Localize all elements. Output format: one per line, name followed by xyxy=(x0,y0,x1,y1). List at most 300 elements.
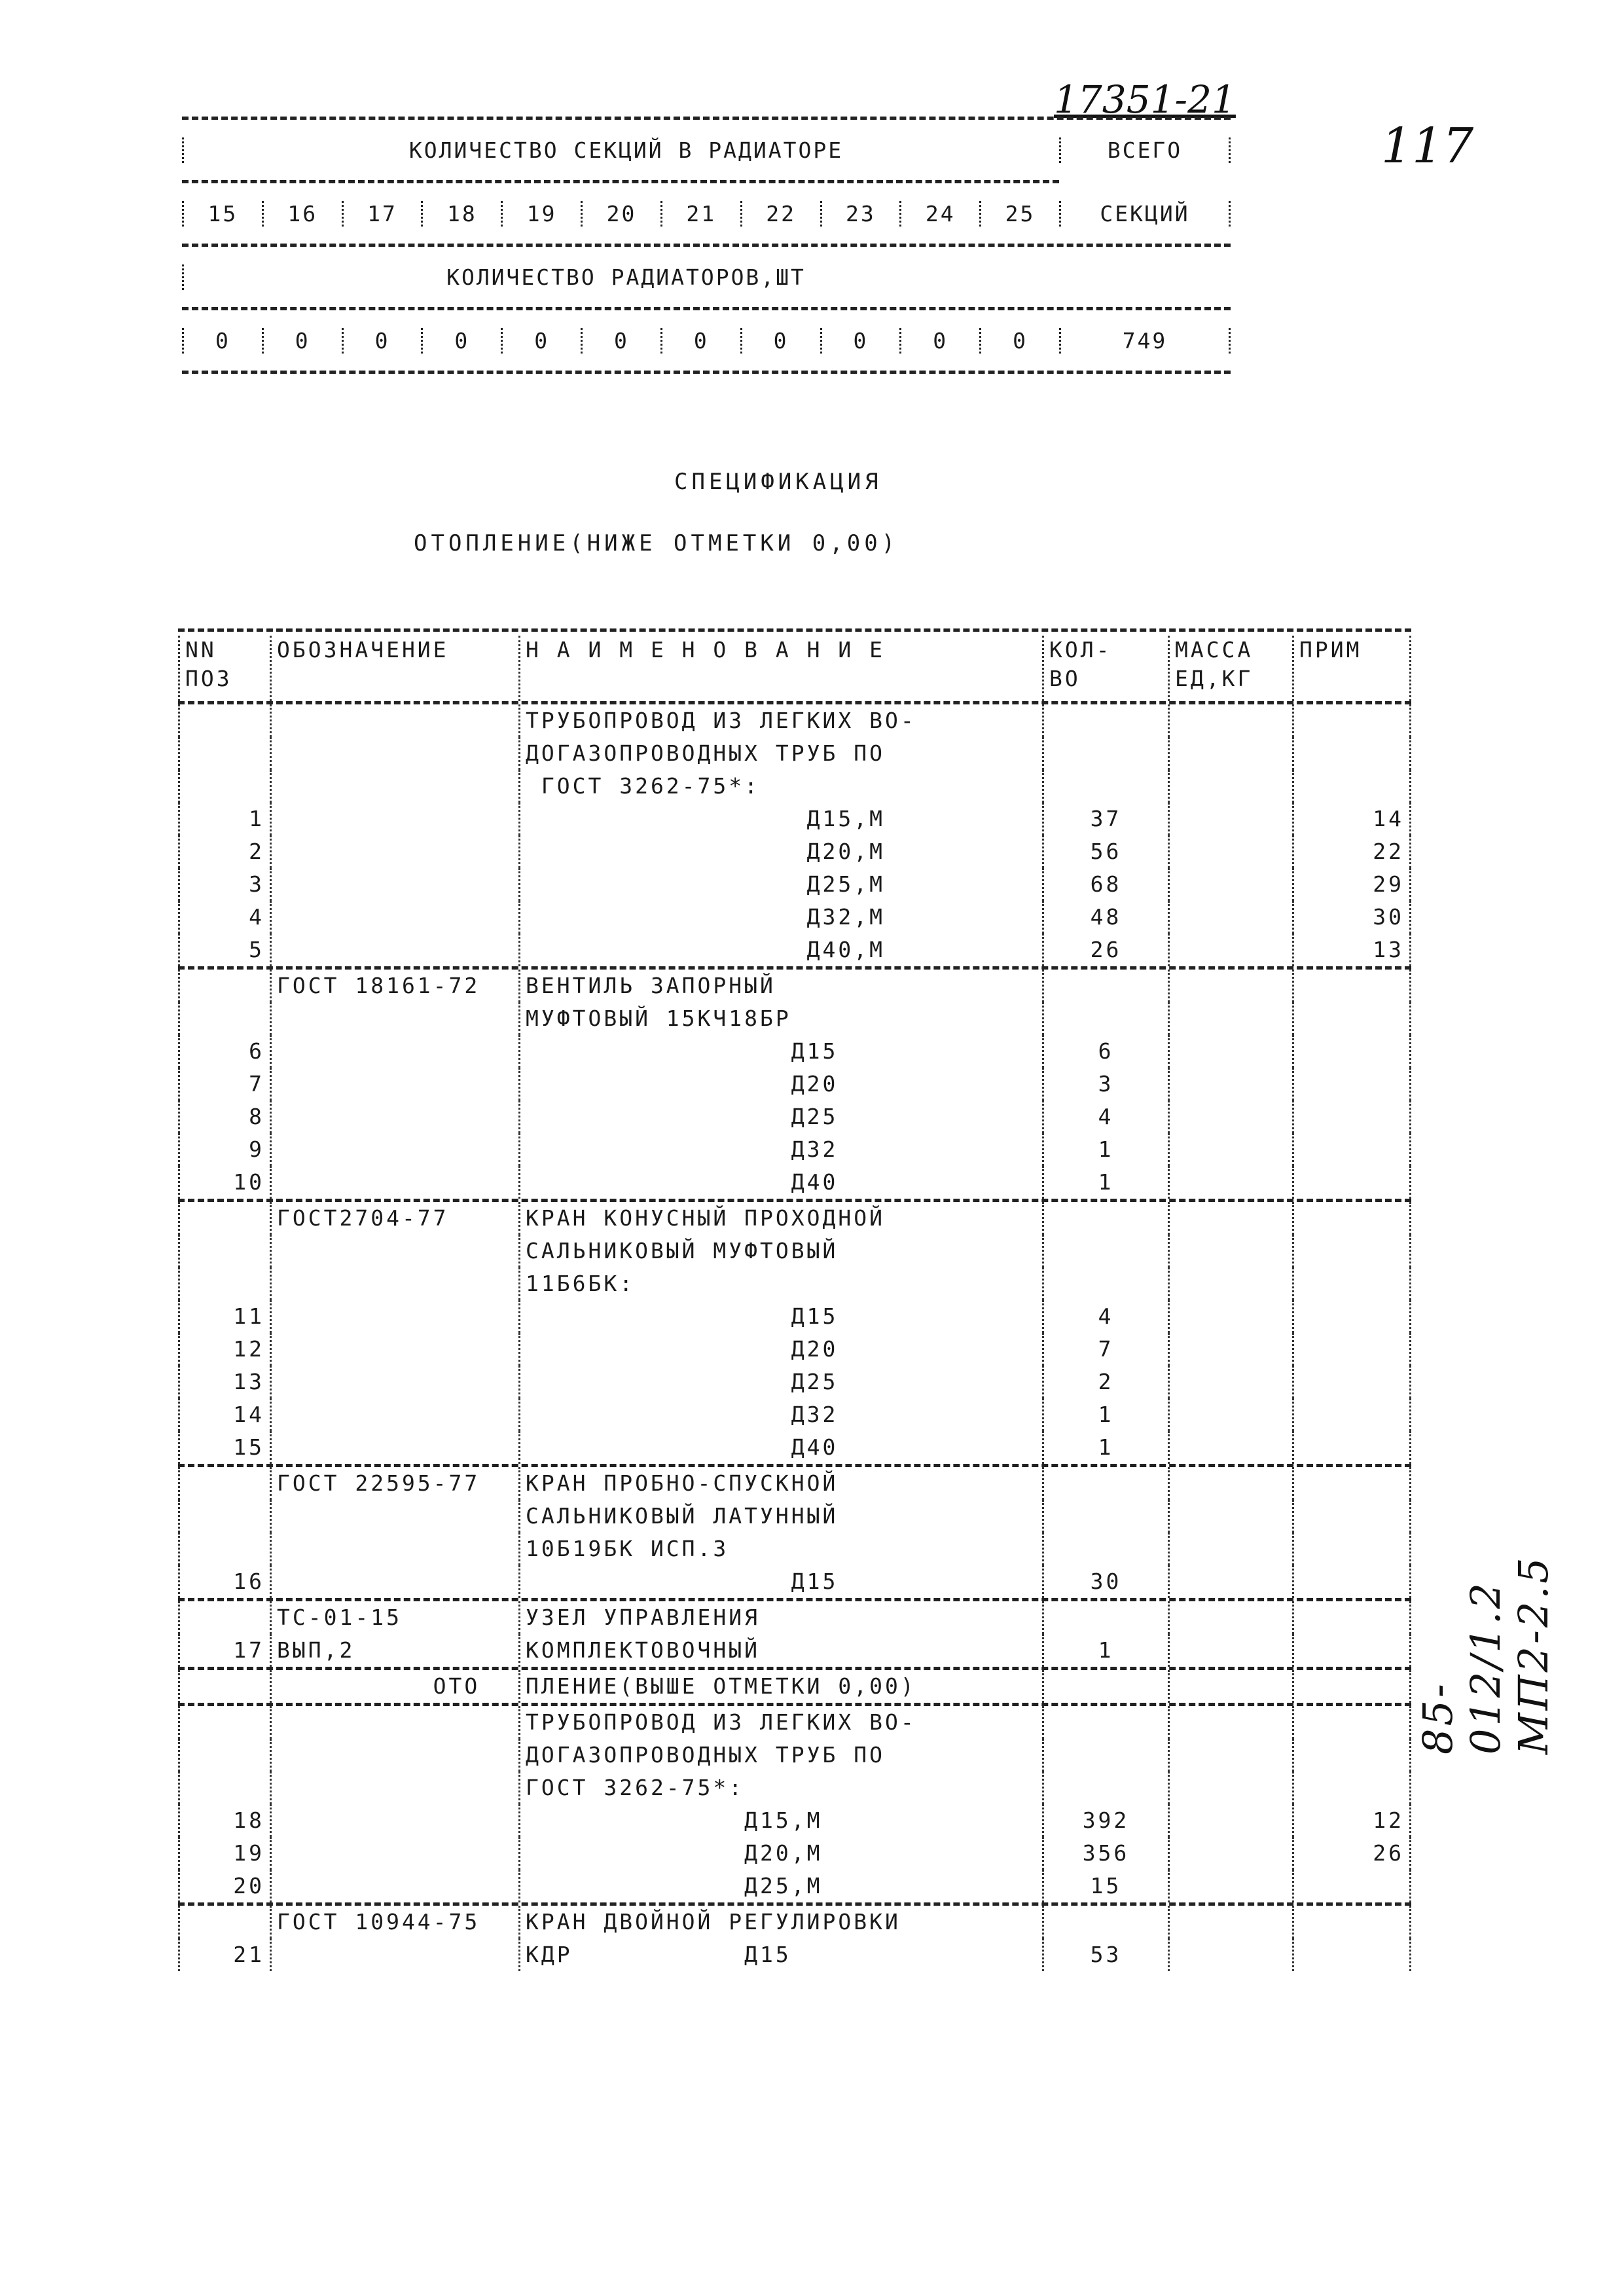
col-mass-2: ЕД,КГ xyxy=(1175,666,1254,691)
designation-cell xyxy=(270,1938,518,1971)
note-cell xyxy=(1292,1068,1411,1100)
col-name: Н А И М Е Н О В А Н И Е xyxy=(518,636,1042,701)
quantity-cell xyxy=(1042,1670,1168,1703)
position-cell: 18 xyxy=(178,1804,270,1837)
name-cell: ТРУБОПРОВОД ИЗ ЛЕГКИХ ВО- xyxy=(518,704,1042,737)
mass-cell xyxy=(1168,1634,1292,1667)
table-row xyxy=(178,1166,1411,1199)
designation-cell xyxy=(270,1837,518,1870)
quantity-cell xyxy=(1042,704,1168,737)
table-row xyxy=(178,1706,1411,1739)
mass-cell xyxy=(1168,770,1292,803)
designation-cell xyxy=(270,1870,518,1902)
note-cell xyxy=(1292,1467,1411,1500)
table-row xyxy=(178,835,1411,868)
quantity-cell: 56 xyxy=(1042,835,1168,868)
col-mass-1: МАССА xyxy=(1175,637,1254,663)
note-cell: 13 xyxy=(1292,934,1411,966)
note-cell xyxy=(1292,1431,1411,1464)
mass-cell xyxy=(1168,1837,1292,1870)
mass-cell xyxy=(1168,1601,1292,1634)
note-cell xyxy=(1292,1398,1411,1431)
table-row xyxy=(178,1133,1411,1166)
designation-cell xyxy=(270,1431,518,1464)
mass-cell xyxy=(1168,1366,1292,1398)
doc-number: 17351-21 xyxy=(1054,77,1236,122)
designation-cell xyxy=(270,704,518,737)
radiator-count: 0 xyxy=(662,328,742,354)
designation-cell xyxy=(270,770,518,803)
mass-cell xyxy=(1168,1267,1292,1300)
note-cell xyxy=(1292,1906,1411,1938)
name-cell: Д15 xyxy=(518,1565,1042,1598)
side-stamp: 85-012/1.2 МП2-2.5 xyxy=(1414,1555,1557,1754)
radiator-count: 0 xyxy=(822,328,902,354)
note-cell xyxy=(1292,1333,1411,1366)
quantity-cell: 30 xyxy=(1042,1565,1168,1598)
mass-cell xyxy=(1168,868,1292,901)
col-pos-1: NN xyxy=(185,637,217,663)
mass-cell xyxy=(1168,1772,1292,1804)
mass-cell xyxy=(1168,1670,1292,1703)
name-cell: Д40 xyxy=(518,1166,1042,1199)
designation-cell xyxy=(270,1166,518,1199)
name-cell: Д15 xyxy=(518,1300,1042,1333)
designation-cell xyxy=(270,1739,518,1772)
name-cell: Д25 xyxy=(518,1100,1042,1133)
name-cell: САЛЬНИКОВЫЙ ЛАТУННЫЙ xyxy=(518,1500,1042,1533)
designation-cell: ГОСТ2704-77 xyxy=(270,1202,518,1235)
designation-cell xyxy=(270,1002,518,1035)
table-row xyxy=(178,1906,1411,1938)
table-row xyxy=(178,1500,1411,1533)
mass-cell xyxy=(1168,1398,1292,1431)
name-cell: 11Б6БК: xyxy=(518,1267,1042,1300)
radiator-count: 0 xyxy=(901,328,981,354)
position-cell xyxy=(178,1002,270,1035)
quantity-cell: 4 xyxy=(1042,1100,1168,1133)
mass-cell xyxy=(1168,835,1292,868)
position-cell xyxy=(178,1267,270,1300)
designation-cell: ВЫП,2 xyxy=(270,1634,518,1667)
name-cell: КРАН ПРОБНО-СПУСКНОЙ xyxy=(518,1467,1042,1500)
note-cell: 26 xyxy=(1292,1837,1411,1870)
position-cell xyxy=(178,1467,270,1500)
name-cell: Д25,М xyxy=(518,1870,1042,1902)
position-cell: 6 xyxy=(178,1035,270,1068)
name-cell: ДОГАЗОПРОВОДНЫХ ТРУБ ПО xyxy=(518,737,1042,770)
section-number: 20 xyxy=(583,201,662,227)
position-cell: 12 xyxy=(178,1333,270,1366)
note-cell xyxy=(1292,1870,1411,1902)
table-row xyxy=(178,1634,1411,1667)
name-cell: КРАН ДВОЙНОЙ РЕГУЛИРОВКИ xyxy=(518,1906,1042,1938)
table-row xyxy=(178,1366,1411,1398)
quantity-cell xyxy=(1042,1739,1168,1772)
section-number: 21 xyxy=(662,201,742,227)
spec-subtitle: ОТОПЛЕНИЕ(НИЖЕ ОТМЕТКИ 0,00) xyxy=(414,530,899,556)
mass-cell xyxy=(1168,1235,1292,1267)
section-number: 24 xyxy=(901,201,981,227)
name-cell: ДОГАЗОПРОВОДНЫХ ТРУБ ПО xyxy=(518,1739,1042,1772)
name-cell: Д32 xyxy=(518,1133,1042,1166)
table-row xyxy=(178,1235,1411,1267)
table-row xyxy=(178,868,1411,901)
quantity-cell: 1 xyxy=(1042,1133,1168,1166)
designation-cell: ГОСТ 22595-77 xyxy=(270,1467,518,1500)
table-row xyxy=(178,1837,1411,1870)
designation-cell xyxy=(270,1267,518,1300)
table-row xyxy=(178,1431,1411,1464)
quantity-cell: 3 xyxy=(1042,1068,1168,1100)
note-cell xyxy=(1292,1300,1411,1333)
quantity-cell xyxy=(1042,1772,1168,1804)
table-row xyxy=(178,1100,1411,1133)
quantity-cell: 15 xyxy=(1042,1870,1168,1902)
quantity-cell: 68 xyxy=(1042,868,1168,901)
quantity-cell: 1 xyxy=(1042,1398,1168,1431)
quantity-cell: 356 xyxy=(1042,1837,1168,1870)
position-cell xyxy=(178,1601,270,1634)
radiator-count-label: КОЛИЧЕСТВО РАДИАТОРОВ,ШТ xyxy=(182,264,1059,290)
mass-cell xyxy=(1168,901,1292,934)
name-cell: Д25 xyxy=(518,1366,1042,1398)
page-number: 117 xyxy=(1381,118,1474,174)
note-cell xyxy=(1292,1100,1411,1133)
quantity-cell xyxy=(1042,1706,1168,1739)
quantity-cell: 392 xyxy=(1042,1804,1168,1837)
mass-cell xyxy=(1168,1533,1292,1565)
table-row xyxy=(178,1533,1411,1565)
table-row xyxy=(178,1670,1411,1703)
quantity-cell: 4 xyxy=(1042,1300,1168,1333)
table-row xyxy=(178,934,1411,966)
section-numbers-row xyxy=(182,201,1059,227)
note-cell xyxy=(1292,704,1411,737)
mass-cell xyxy=(1168,1500,1292,1533)
designation-cell xyxy=(270,934,518,966)
mass-cell xyxy=(1168,1002,1292,1035)
name-cell: 10Б19БК ИСП.3 xyxy=(518,1533,1042,1565)
quantity-cell xyxy=(1042,1002,1168,1035)
mass-cell xyxy=(1168,1739,1292,1772)
quantity-cell xyxy=(1042,1906,1168,1938)
radiator-count: 0 xyxy=(344,328,424,354)
quantity-cell xyxy=(1042,737,1168,770)
name-cell: ВЕНТИЛЬ ЗАПОРНЫЙ xyxy=(518,970,1042,1002)
table-row xyxy=(178,1035,1411,1068)
note-cell xyxy=(1292,1166,1411,1199)
quantity-cell xyxy=(1042,1601,1168,1634)
quantity-cell: 1 xyxy=(1042,1431,1168,1464)
position-cell: 4 xyxy=(178,901,270,934)
position-cell xyxy=(178,1235,270,1267)
section-number: 18 xyxy=(423,201,503,227)
table-row xyxy=(178,737,1411,770)
name-cell: Д32,М xyxy=(518,901,1042,934)
mass-cell xyxy=(1168,1202,1292,1235)
name-cell: Д15 xyxy=(518,1035,1042,1068)
designation-cell xyxy=(270,737,518,770)
designation-cell xyxy=(270,1235,518,1267)
position-cell: 1 xyxy=(178,803,270,835)
quantity-cell: 7 xyxy=(1042,1333,1168,1366)
name-cell: МУФТОВЫЙ 15КЧ18БР xyxy=(518,1002,1042,1035)
table-row xyxy=(178,803,1411,835)
total-header-bottom: СЕКЦИЙ xyxy=(1059,201,1231,227)
name-cell: Д40,М xyxy=(518,934,1042,966)
name-cell: ТРУБОПРОВОД ИЗ ЛЕГКИХ ВО- xyxy=(518,1706,1042,1739)
spec-header-row xyxy=(178,632,1411,701)
note-cell xyxy=(1292,737,1411,770)
name-cell: Д20 xyxy=(518,1333,1042,1366)
radiator-count: 0 xyxy=(503,328,583,354)
table-row xyxy=(178,770,1411,803)
designation-cell xyxy=(270,1772,518,1804)
mass-cell xyxy=(1168,1467,1292,1500)
table-row xyxy=(178,1267,1411,1300)
designation-cell xyxy=(270,1706,518,1739)
position-cell: 19 xyxy=(178,1837,270,1870)
table-row xyxy=(178,1300,1411,1333)
note-cell xyxy=(1292,1267,1411,1300)
quantity-cell: 53 xyxy=(1042,1938,1168,1971)
designation-cell xyxy=(270,835,518,868)
mass-cell xyxy=(1168,1431,1292,1464)
position-cell: 5 xyxy=(178,934,270,966)
note-cell xyxy=(1292,1002,1411,1035)
radiator-count: 0 xyxy=(264,328,344,354)
quantity-cell xyxy=(1042,1235,1168,1267)
position-cell: 10 xyxy=(178,1166,270,1199)
designation-cell xyxy=(270,1100,518,1133)
position-cell xyxy=(178,770,270,803)
position-cell: 16 xyxy=(178,1565,270,1598)
spec-title: СПЕЦИФИКАЦИЯ xyxy=(674,469,882,495)
position-cell xyxy=(178,1739,270,1772)
name-cell: САЛЬНИКОВЫЙ МУФТОВЫЙ xyxy=(518,1235,1042,1267)
mass-cell xyxy=(1168,970,1292,1002)
note-cell: 29 xyxy=(1292,868,1411,901)
table-row xyxy=(178,970,1411,1002)
table-row xyxy=(178,1333,1411,1366)
section-number: 25 xyxy=(1005,200,1036,227)
mass-cell xyxy=(1168,1100,1292,1133)
quantity-cell: 37 xyxy=(1042,803,1168,835)
quantity-cell xyxy=(1042,770,1168,803)
mass-cell xyxy=(1168,934,1292,966)
quantity-cell: 1 xyxy=(1042,1634,1168,1667)
designation-cell xyxy=(270,1804,518,1837)
radiator-count: 0 xyxy=(184,328,264,354)
designation-cell: ОТО xyxy=(270,1670,518,1703)
table-row xyxy=(178,1068,1411,1100)
note-cell xyxy=(1292,1634,1411,1667)
note-cell xyxy=(1292,970,1411,1002)
designation-cell: ГОСТ 18161-72 xyxy=(270,970,518,1002)
quantity-cell xyxy=(1042,1267,1168,1300)
section-number: 17 xyxy=(344,201,424,227)
position-cell: 8 xyxy=(178,1100,270,1133)
table-row xyxy=(178,1202,1411,1235)
mass-cell xyxy=(1168,1035,1292,1068)
radiator-count: 0 xyxy=(1013,327,1028,354)
note-cell xyxy=(1292,770,1411,803)
mass-cell xyxy=(1168,1804,1292,1837)
designation-cell: ГОСТ 10944-75 xyxy=(270,1906,518,1938)
note-cell xyxy=(1292,1533,1411,1565)
designation-cell xyxy=(270,1035,518,1068)
position-cell: 14 xyxy=(178,1398,270,1431)
mass-cell xyxy=(1168,1938,1292,1971)
mass-cell xyxy=(1168,1300,1292,1333)
note-cell xyxy=(1292,1500,1411,1533)
name-cell: ГОСТ 3262-75*: xyxy=(518,1772,1042,1804)
mass-cell xyxy=(1168,1870,1292,1902)
col-designation: ОБОЗНАЧЕНИЕ xyxy=(270,636,518,701)
mass-cell xyxy=(1168,1133,1292,1166)
position-cell xyxy=(178,1500,270,1533)
total-sections: 749 xyxy=(1059,328,1231,354)
table-row xyxy=(178,901,1411,934)
quantity-cell: 48 xyxy=(1042,901,1168,934)
position-cell: 17 xyxy=(178,1634,270,1667)
name-cell: Д20,М xyxy=(518,1837,1042,1870)
position-cell xyxy=(178,1670,270,1703)
name-cell: ГОСТ 3262-75*: xyxy=(518,770,1042,803)
position-cell: 11 xyxy=(178,1300,270,1333)
radiator-count: 0 xyxy=(583,328,662,354)
quantity-cell xyxy=(1042,970,1168,1002)
col-note: ПРИМ xyxy=(1292,636,1411,701)
position-cell: 9 xyxy=(178,1133,270,1166)
mass-cell xyxy=(1168,704,1292,737)
table-row xyxy=(178,1467,1411,1500)
mass-cell xyxy=(1168,1166,1292,1199)
name-cell: УЗЕЛ УПРАВЛЕНИЯ xyxy=(518,1601,1042,1634)
name-cell: КДР Д15 xyxy=(518,1938,1042,1971)
table-row xyxy=(178,1870,1411,1902)
col-qty-2: ВО xyxy=(1049,666,1081,691)
table-row xyxy=(178,1398,1411,1431)
note-cell xyxy=(1292,1601,1411,1634)
quantity-cell: 2 xyxy=(1042,1366,1168,1398)
section-number: 15 xyxy=(184,201,264,227)
designation-cell xyxy=(270,803,518,835)
radiator-table xyxy=(182,117,1231,374)
note-cell xyxy=(1292,1706,1411,1739)
table-row xyxy=(178,1601,1411,1634)
quantity-cell: 6 xyxy=(1042,1035,1168,1068)
note-cell xyxy=(1292,1670,1411,1703)
specification-table xyxy=(178,628,1411,1971)
position-cell: 21 xyxy=(178,1938,270,1971)
mass-cell xyxy=(1168,1068,1292,1100)
radiator-sections-header: КОЛИЧЕСТВО СЕКЦИЙ В РАДИАТОРЕ xyxy=(182,137,1059,163)
table-row xyxy=(178,704,1411,737)
position-cell xyxy=(178,1906,270,1938)
note-cell xyxy=(1292,1366,1411,1398)
name-cell: Д40 xyxy=(518,1431,1042,1464)
position-cell xyxy=(178,1772,270,1804)
designation-cell: ТС-01-15 xyxy=(270,1601,518,1634)
total-header-top: ВСЕГО xyxy=(1059,137,1231,163)
note-cell xyxy=(1292,1772,1411,1804)
designation-cell xyxy=(270,1533,518,1565)
name-cell: КРАН КОНУСНЫЙ ПРОХОДНОЙ xyxy=(518,1202,1042,1235)
position-cell: 3 xyxy=(178,868,270,901)
quantity-cell: 1 xyxy=(1042,1166,1168,1199)
name-cell: Д15,М xyxy=(518,1804,1042,1837)
col-qty-1: КОЛ- xyxy=(1049,637,1112,663)
quantity-cell: 26 xyxy=(1042,934,1168,966)
note-cell: 30 xyxy=(1292,901,1411,934)
mass-cell xyxy=(1168,803,1292,835)
designation-cell xyxy=(270,1565,518,1598)
radiator-counts-row xyxy=(182,328,1059,354)
section-number: 23 xyxy=(822,201,902,227)
designation-cell xyxy=(270,901,518,934)
note-cell: 22 xyxy=(1292,835,1411,868)
position-cell xyxy=(178,970,270,1002)
mass-cell xyxy=(1168,737,1292,770)
name-cell: ПЛЕНИЕ(ВЫШЕ ОТМЕТКИ 0,00) xyxy=(518,1670,1042,1703)
quantity-cell xyxy=(1042,1202,1168,1235)
section-number: 19 xyxy=(503,201,583,227)
name-cell: Д25,М xyxy=(518,868,1042,901)
mass-cell xyxy=(1168,1706,1292,1739)
mass-cell xyxy=(1168,1565,1292,1598)
designation-cell xyxy=(270,1300,518,1333)
radiator-count: 0 xyxy=(423,328,503,354)
quantity-cell xyxy=(1042,1533,1168,1565)
mass-cell xyxy=(1168,1333,1292,1366)
designation-cell xyxy=(270,1366,518,1398)
designation-cell xyxy=(270,1333,518,1366)
note-cell xyxy=(1292,1938,1411,1971)
table-row xyxy=(178,1565,1411,1598)
position-cell: 13 xyxy=(178,1366,270,1398)
position-cell: 20 xyxy=(178,1870,270,1902)
spec-body xyxy=(178,704,1411,1971)
designation-cell xyxy=(270,1500,518,1533)
position-cell xyxy=(178,1533,270,1565)
col-pos-2: ПОЗ xyxy=(185,666,232,691)
designation-cell xyxy=(270,1398,518,1431)
table-row xyxy=(178,1739,1411,1772)
note-cell xyxy=(1292,1202,1411,1235)
note-cell xyxy=(1292,1739,1411,1772)
name-cell: Д20,М xyxy=(518,835,1042,868)
designation-cell xyxy=(270,1133,518,1166)
position-cell: 15 xyxy=(178,1431,270,1464)
note-cell xyxy=(1292,1035,1411,1068)
position-cell: 7 xyxy=(178,1068,270,1100)
designation-cell xyxy=(270,868,518,901)
quantity-cell xyxy=(1042,1500,1168,1533)
name-cell: Д32 xyxy=(518,1398,1042,1431)
quantity-cell xyxy=(1042,1467,1168,1500)
mass-cell xyxy=(1168,1906,1292,1938)
note-cell xyxy=(1292,1565,1411,1598)
table-row xyxy=(178,1938,1411,1971)
table-row xyxy=(178,1772,1411,1804)
note-cell: 14 xyxy=(1292,803,1411,835)
designation-cell xyxy=(270,1068,518,1100)
note-cell xyxy=(1292,1133,1411,1166)
note-cell: 12 xyxy=(1292,1804,1411,1837)
position-cell xyxy=(178,737,270,770)
